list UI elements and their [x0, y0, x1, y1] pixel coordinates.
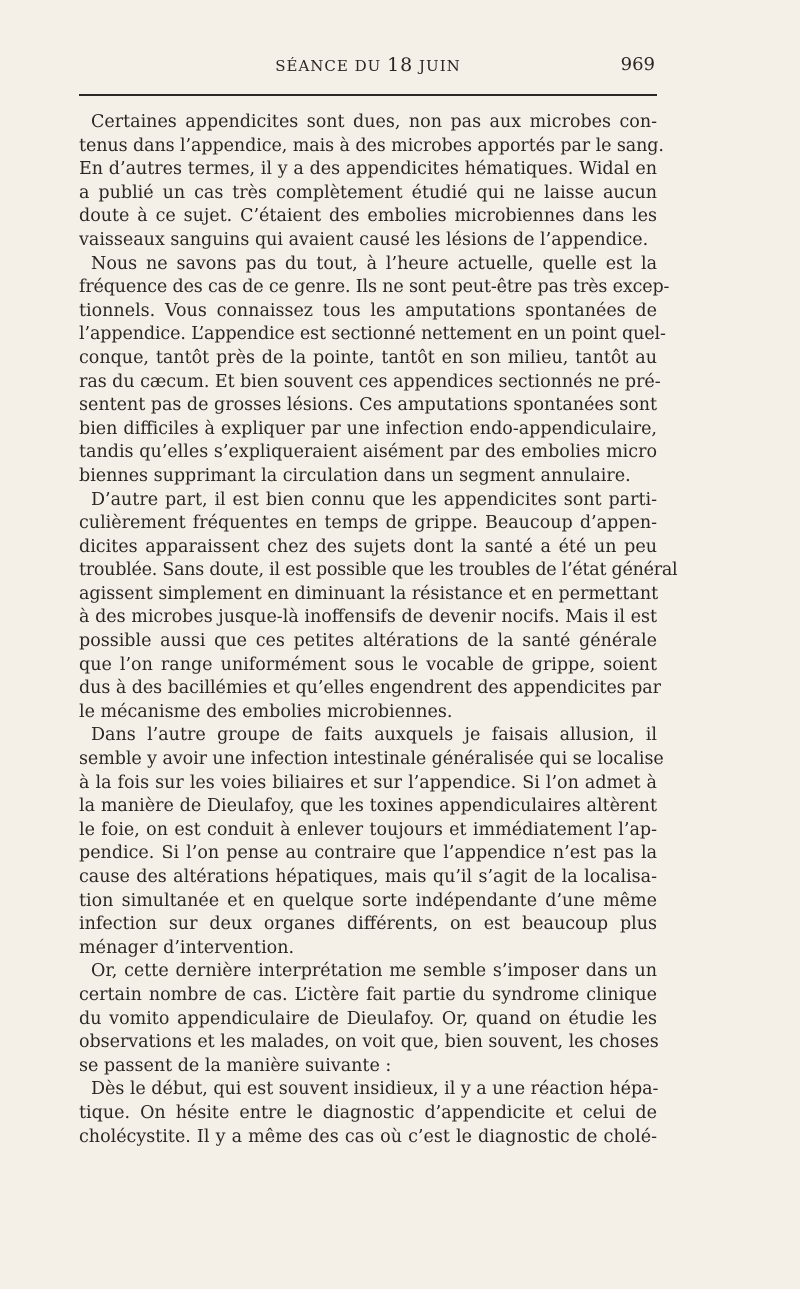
text-line: le foie, on est conduit à enlever toujours et immédiatement l’ap-	[79, 819, 657, 840]
text-line: dicites apparaissent chez des sujets dont la santé a été un peu	[79, 536, 657, 557]
text-line: En d’autres termes, il y a des appendicites hématiques. Widal en	[79, 159, 657, 180]
text-line: Or, cette dernière interprétation me semble s’imposer dans un	[91, 961, 657, 982]
paragraph	[79, 253, 670, 489]
text-line: Dans l’autre groupe de faits auxquels je faisais allusion, il	[91, 725, 657, 746]
text-line: ras du cæcum. Et bien souvent ces appendices sectionnés ne pré-	[79, 371, 661, 392]
text-line: Nous ne savons pas du tout, à l’heure actuelle, quelle est la	[91, 253, 657, 274]
paragraph	[79, 724, 664, 960]
text-line: certain nombre de cas. L’ictère fait partie du syndrome clinique	[79, 984, 657, 1005]
text-line: tique. On hésite entre le diagnostic d’appendicite et celui de	[79, 1102, 657, 1123]
text-line: fréquence des cas de ce genre. Ils ne sont peut-être pas très excep-	[79, 277, 670, 298]
text-line: possible aussi que ces petites altérations de la santé générale	[79, 631, 657, 652]
text-line: tionnels. Vous connaissez tous les amputations spontanées de	[79, 300, 657, 321]
text-line: infection sur deux organes différents, on est beaucoup plus	[79, 914, 657, 935]
page-header	[79, 54, 657, 84]
text-line: Dès le début, qui est souvent insidieux, il y a une réaction hépa-	[91, 1079, 659, 1100]
text-line: ménager d’intervention.	[79, 937, 295, 958]
running-head-day: 18	[387, 54, 414, 76]
text-line: bien difficiles à expliquer par une infection endo-appendiculaire,	[79, 418, 657, 439]
body-text	[79, 111, 678, 1149]
text-line: se passent de la manière suivante :	[79, 1055, 392, 1076]
running-head	[79, 54, 657, 76]
text-line: à des microbes jusque-là inoffensifs de devenir nocifs. Mais il est	[79, 607, 657, 628]
text-line: troublée. Sans doute, il est possible que les troubles de l’état général	[79, 560, 678, 581]
text-line: du vomito appendiculaire de Dieulafoy. Or, quand on étudie les	[79, 1008, 657, 1029]
text-line: doute à ce sujet. C’étaient des embolies microbiennes dans les	[79, 206, 657, 227]
text-line: conque, tantôt près de la pointe, tantôt en son milieu, tantôt au	[79, 347, 657, 368]
text-line: semble y avoir une infection intestinale généralisée qui se localise	[79, 749, 664, 770]
text-line: D’autre part, il est bien connu que les appendicites sont parti-	[91, 489, 657, 510]
text-line: biennes supprimant la circulation dans un segment annulaire.	[79, 465, 631, 486]
text-line: sentent pas de grosses lésions. Ces amputations spontanées sont	[79, 395, 657, 416]
text-line: vaisseaux sanguins qui avaient causé les lésions de l’appendice.	[79, 229, 649, 250]
paragraph	[79, 111, 664, 253]
text-line: tenus dans l’appendice, mais à des microbes apportés par le sang.	[79, 135, 664, 156]
text-line: agissent simplement en diminuant la résistance et en permettant	[79, 583, 659, 604]
paragraph	[79, 1078, 657, 1149]
text-line: a publié un cas très complètement étudié qui ne laisse aucun	[79, 182, 657, 203]
text-line: culièrement fréquentes en temps de grippe. Beaucoup d’appen-	[79, 513, 657, 534]
paragraph	[79, 960, 657, 1078]
page-number: 969	[620, 54, 655, 75]
running-head-suffix: JUIN	[413, 57, 461, 75]
text-line: la manière de Dieulafoy, que les toxines appendiculaires altèrent	[79, 796, 657, 817]
text-line: Certaines appendicites sont dues, non pas aux microbes con-	[91, 112, 657, 132]
running-head-prefix: SÉANCE DU	[275, 57, 388, 75]
paragraph	[79, 489, 678, 725]
text-line: cholécystite. Il y a même des cas où c’est le diagnostic de cholé-	[79, 1126, 657, 1147]
header-rule	[79, 94, 657, 96]
text-line: à la fois sur les voies biliaires et sur l’appendice. Si l’on admet à	[79, 772, 657, 793]
text-line: tandis qu’elles s’expliqueraient aisément par des embolies micro	[79, 442, 657, 463]
text-line: le mécanisme des embolies microbiennes.	[79, 701, 453, 722]
text-line: tion simultanée et en quelque sorte indépendante d’une même	[79, 890, 657, 911]
text-line: dus à des bacillémies et qu’elles engendrent des appendicites par	[79, 678, 661, 699]
text-line: observations et les malades, on voit que, bien souvent, les choses	[79, 1032, 659, 1053]
text-line: que l’on range uniformément sous le vocable de grippe, soient	[79, 654, 657, 675]
text-line: cause des altérations hépatiques, mais qu’il s’agit de la localisa-	[79, 867, 657, 887]
text-line: l’appendice. L’appendice est sectionné nettement en un point quel-	[79, 324, 666, 345]
text-line: pendice. Si l’on pense au contraire que l’appendice n’est pas la	[79, 843, 657, 864]
